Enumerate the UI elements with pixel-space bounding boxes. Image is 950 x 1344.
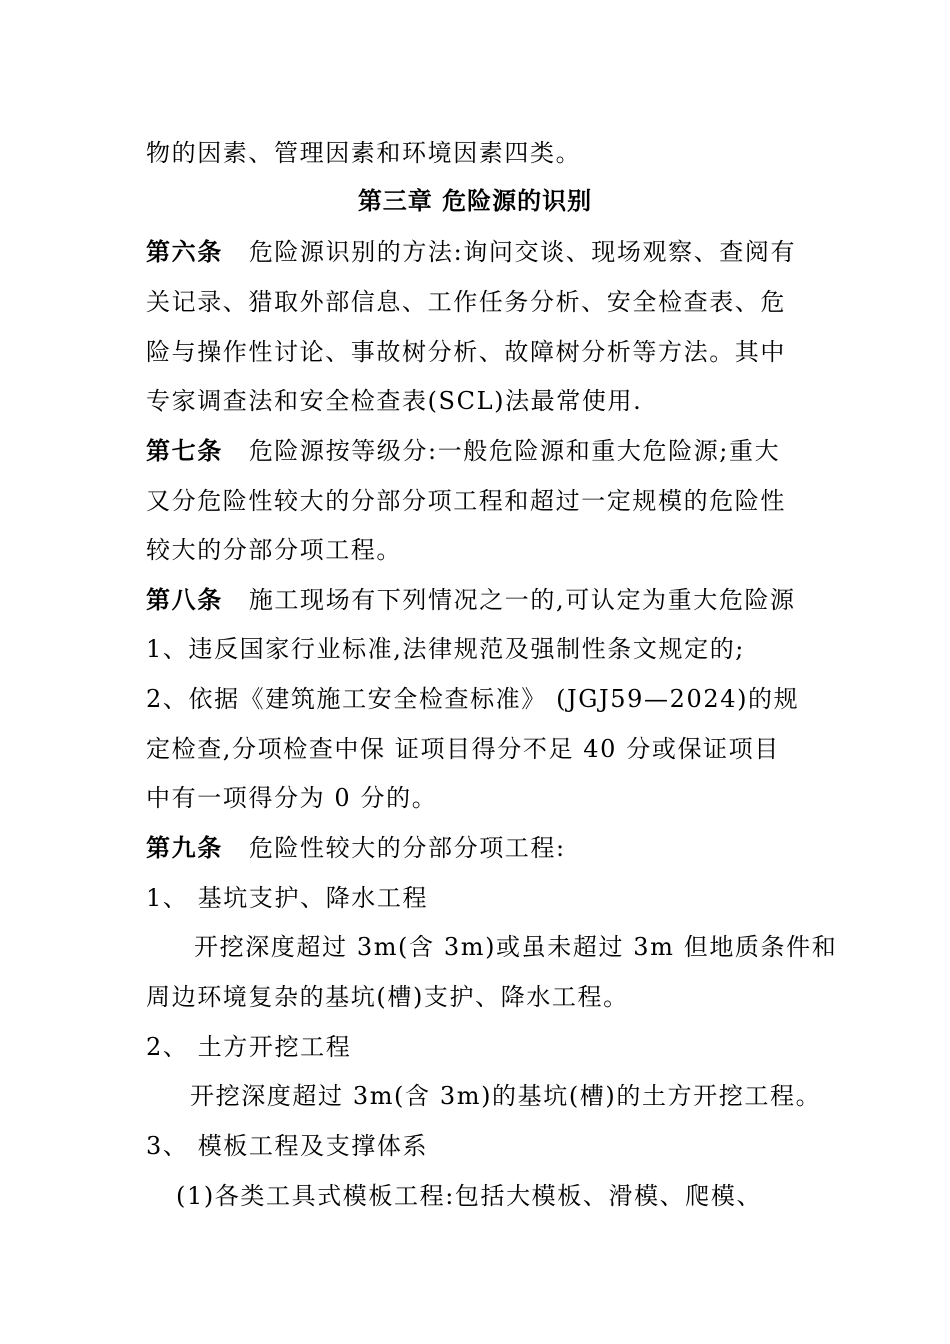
text-line: 又分危险性较大的分部分项工程和超过一定规模的危险性 (146, 487, 786, 515)
article-label: 第八条 (146, 585, 223, 614)
text-line: 1、违反国家行业标准,法律规范及强制性条文规定的; (146, 635, 745, 663)
text-line: 险与操作性讨论、事故树分析、故障树分析等方法。其中 (146, 338, 786, 366)
text-line: 开挖深度超过 3m(含 3m)的基坑(槽)的土方开挖工程。 (190, 1082, 822, 1110)
article-7-line-1 (146, 436, 826, 466)
article-label: 第九条 (146, 833, 223, 862)
text-line: 物的因素、管理因素和环境因素四类。 (146, 139, 582, 167)
text-line: 关记录、猎取外部信息、工作任务分析、安全检查表、危 (146, 288, 786, 316)
text-line: 1、 基坑支护、降水工程 (146, 884, 429, 912)
article-label: 第七条 (146, 436, 223, 465)
text-line: 施工现场有下列情况之一的,可认定为重大危险源 (248, 586, 796, 614)
text-line: 较大的分部分项工程。 (146, 536, 402, 564)
text-line: 2、依据《建筑施工安全检查标准》 (JGJ59—2024)的规 (146, 685, 800, 713)
article-9-line-1 (146, 833, 826, 863)
text-line: 开挖深度超过 3m(含 3m)或虽未超过 3m 但地质条件和 (194, 933, 838, 961)
text-line: 危险源按等级分:一般危险源和重大危险源;重大 (248, 437, 781, 465)
text-line: 周边环境复杂的基坑(槽)支护、降水工程。 (146, 983, 629, 1011)
text-line: 3、 模板工程及支撑体系 (146, 1132, 429, 1160)
text-line: (1)各类工具式模板工程:包括大模板、滑模、爬模、 (176, 1182, 763, 1210)
text-line: 2、 土方开挖工程 (146, 1033, 352, 1061)
text-line: 危险性较大的分部分项工程: (248, 834, 566, 862)
text-line: 定检查,分项检查中保 证项目得分不足 40 分或保证项目 (146, 735, 780, 763)
text-line: 专家调查法和安全检查表(SCL)法最常使用. (146, 387, 643, 415)
article-6-line-1 (146, 237, 826, 267)
article-8-line-1 (146, 585, 826, 615)
text-line: 危险源识别的方法:询问交谈、现场观察、查阅有 (248, 238, 797, 266)
chapter-title: 第三章 危险源的识别 (357, 186, 593, 215)
text-line: 中有一项得分为 0 分的。 (146, 784, 438, 812)
article-label: 第六条 (146, 237, 223, 266)
